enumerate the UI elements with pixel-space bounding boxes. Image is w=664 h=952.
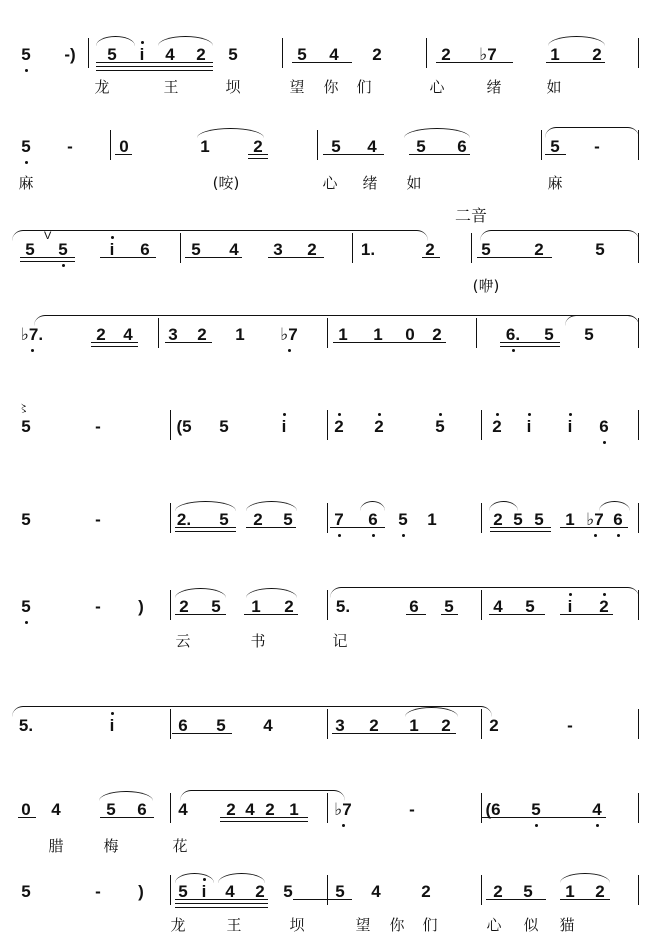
octave-dot-below	[31, 349, 34, 352]
note: 7	[334, 510, 344, 529]
duration-underline	[248, 154, 268, 155]
note: 2	[253, 510, 263, 529]
duration-underline	[333, 342, 446, 343]
bar-line	[170, 410, 171, 440]
duration-underline	[482, 817, 606, 818]
lyric: 如	[406, 174, 422, 192]
note: 5	[513, 510, 523, 529]
duration-underline	[172, 733, 232, 734]
duration-underline	[490, 531, 551, 532]
note: 5	[107, 45, 117, 64]
octave-dot-below	[617, 534, 620, 537]
duration-underline	[293, 899, 352, 900]
note: 3	[335, 716, 345, 735]
slur	[599, 501, 630, 511]
note: -	[95, 417, 101, 436]
note: 2	[253, 137, 263, 156]
octave-dot-above	[569, 413, 572, 416]
note: -	[567, 716, 573, 735]
note: 5	[481, 240, 491, 259]
bar-line	[481, 793, 482, 823]
slur	[404, 128, 470, 138]
octave-dot-below	[372, 534, 375, 537]
octave-dot-above	[439, 413, 442, 416]
lyric: 猫	[559, 916, 575, 934]
note: -)	[64, 45, 76, 64]
note: ♭7	[479, 45, 497, 64]
lyric: 望	[355, 916, 371, 934]
duration-underline	[292, 62, 352, 63]
duration-underline	[220, 817, 308, 818]
note: i	[567, 417, 573, 436]
note: 6	[409, 597, 419, 616]
duration-underline	[409, 154, 470, 155]
note: 5	[106, 800, 116, 819]
note: 5	[331, 137, 341, 156]
note: 4	[245, 800, 255, 819]
note: 1	[565, 882, 575, 901]
note: 2	[599, 597, 609, 616]
duration-underline	[490, 527, 551, 528]
duration-underline	[560, 614, 613, 615]
duration-underline	[91, 342, 138, 343]
duration-underline	[500, 346, 560, 347]
octave-dot-below	[25, 161, 28, 164]
note: -	[67, 137, 73, 156]
note: 5	[335, 882, 345, 901]
duration-underline	[330, 527, 385, 528]
duration-underline	[436, 62, 513, 63]
note: 5	[58, 240, 68, 259]
note: 2	[284, 597, 294, 616]
duration-underline	[545, 154, 566, 155]
slur	[99, 791, 153, 801]
note: 4	[51, 800, 61, 819]
note: 6	[613, 510, 623, 529]
lyric: 心	[322, 174, 338, 192]
note: 4	[263, 716, 273, 735]
lyric: (咹)	[212, 174, 240, 192]
note: 2	[96, 325, 106, 344]
note: 1	[409, 716, 419, 735]
note: 2	[372, 45, 382, 64]
note: 4	[371, 882, 381, 901]
note: 2	[265, 800, 275, 819]
note: 1	[289, 800, 299, 819]
note: 6	[599, 417, 609, 436]
duration-underline	[560, 527, 628, 528]
lyric: 绪	[362, 174, 378, 192]
note: 4	[225, 882, 235, 901]
note: 5	[21, 45, 31, 64]
octave-dot-below	[594, 534, 597, 537]
phrase-slur	[330, 587, 639, 598]
octave-dot-below	[512, 349, 515, 352]
note: 5	[21, 137, 31, 156]
bar-line	[317, 130, 318, 160]
lyric: 书	[250, 632, 266, 650]
note: 5	[416, 137, 426, 156]
phrase-slur	[34, 315, 639, 326]
slur	[548, 36, 605, 46]
octave-dot-below	[342, 824, 345, 827]
lyric: 王	[226, 916, 242, 934]
note: 2	[595, 882, 605, 901]
note: -	[594, 137, 600, 156]
note: 3	[168, 325, 178, 344]
duration-underline	[18, 817, 36, 818]
note: 0	[405, 325, 415, 344]
duration-underline	[332, 733, 456, 734]
note: ♭7	[586, 510, 604, 529]
duration-underline	[500, 342, 560, 343]
bar-line	[638, 410, 639, 440]
note: ♭7	[280, 325, 298, 344]
note: 5	[228, 45, 238, 64]
note: 2	[432, 325, 442, 344]
note: 2	[197, 325, 207, 344]
octave-dot-below	[288, 349, 291, 352]
octave-dot-below	[603, 441, 606, 444]
lyric: 望	[289, 78, 305, 96]
bar-line	[638, 503, 639, 533]
note: 5	[21, 597, 31, 616]
note: 1	[427, 510, 437, 529]
duration-underline	[422, 257, 440, 258]
phrase-slur	[12, 706, 492, 717]
note: i	[109, 240, 115, 259]
duration-underline	[20, 257, 75, 258]
note: (5	[176, 417, 192, 436]
note: 6	[457, 137, 467, 156]
bar-line	[110, 130, 111, 160]
octave-dot-above	[338, 413, 341, 416]
note: 4	[123, 325, 133, 344]
duration-underline	[406, 614, 426, 615]
bar-line	[638, 709, 639, 739]
lyric: 如	[546, 78, 562, 96]
bar-line	[327, 590, 328, 620]
note: 1	[235, 325, 245, 344]
slur	[246, 588, 297, 598]
note: 6	[368, 510, 378, 529]
octave-dot-below	[402, 534, 405, 537]
lyric: 龙	[94, 78, 110, 96]
slur	[197, 128, 264, 138]
note: 5	[444, 597, 454, 616]
note: 1.	[360, 240, 376, 259]
octave-dot-above	[378, 413, 381, 416]
duration-underline	[546, 62, 605, 63]
note: 4	[367, 137, 377, 156]
lyric: 坝	[225, 78, 241, 96]
bar-line	[638, 793, 639, 823]
slur	[158, 36, 213, 46]
note: ♭7.	[20, 325, 44, 344]
octave-dot-above	[603, 593, 606, 596]
duration-underline	[486, 899, 546, 900]
octave-dot-above	[141, 41, 144, 44]
phrase-slur	[12, 230, 428, 241]
duration-underline	[248, 158, 268, 159]
duration-underline	[115, 154, 132, 155]
note: 5	[219, 417, 229, 436]
octave-dot-above	[569, 593, 572, 596]
lyric: 们	[356, 78, 372, 96]
duration-underline	[91, 346, 138, 347]
duration-underline	[175, 903, 268, 904]
slur	[360, 501, 385, 511]
octave-dot-above	[496, 413, 499, 416]
bar-line	[282, 38, 283, 68]
duration-underline	[477, 257, 552, 258]
note: 4	[229, 240, 239, 259]
note: 5	[398, 510, 408, 529]
phrase-slur	[480, 230, 639, 241]
slur	[560, 873, 610, 883]
note: 4	[329, 45, 339, 64]
bar-line	[88, 38, 89, 68]
lyric: 心	[429, 78, 445, 96]
note: 2	[493, 882, 503, 901]
bar-line	[327, 875, 328, 905]
note: i	[526, 417, 532, 436]
bar-line	[481, 875, 482, 905]
note: 5	[216, 716, 226, 735]
duration-underline	[489, 614, 545, 615]
slur	[489, 501, 518, 511]
note: 4	[592, 800, 602, 819]
note: 5	[531, 800, 541, 819]
note: 5	[21, 510, 31, 529]
note: 5	[297, 45, 307, 64]
note: 6.	[505, 325, 521, 344]
bar-line	[481, 503, 482, 533]
octave-dot-below	[535, 824, 538, 827]
note: 1	[338, 325, 348, 344]
octave-dot-below	[62, 264, 65, 267]
note: i	[139, 45, 145, 64]
note: 2	[179, 597, 189, 616]
duration-underline	[268, 257, 324, 258]
duration-underline	[220, 821, 308, 822]
phrase-slur	[545, 127, 639, 138]
phrase-slur	[565, 315, 639, 326]
slur	[246, 501, 297, 511]
note: 5	[211, 597, 221, 616]
note: 2	[369, 716, 379, 735]
bar-line	[170, 503, 171, 533]
note: ♭7	[334, 800, 352, 819]
duration-underline	[175, 614, 226, 615]
note: -	[95, 510, 101, 529]
note: 2	[334, 417, 344, 436]
note: 2	[226, 800, 236, 819]
bar-line	[471, 233, 472, 263]
octave-dot-above	[111, 712, 114, 715]
mordent-icon: 〻	[18, 403, 29, 415]
slur	[175, 588, 226, 598]
note: i	[567, 597, 573, 616]
bar-line	[638, 875, 639, 905]
lyric: 麻	[18, 174, 34, 192]
note: 1	[373, 325, 383, 344]
note: 1	[565, 510, 575, 529]
octave-dot-above	[528, 413, 531, 416]
note: i	[201, 882, 207, 901]
octave-dot-above	[203, 878, 206, 881]
lyric: 心	[486, 916, 502, 934]
note: i	[109, 716, 115, 735]
duration-underline	[175, 531, 236, 532]
note: 5	[283, 510, 293, 529]
note: 2.	[176, 510, 192, 529]
note: 2	[441, 716, 451, 735]
duration-underline	[560, 899, 610, 900]
note: 2	[307, 240, 317, 259]
duration-underline	[100, 257, 156, 258]
lyric: 似	[523, 916, 539, 934]
note: i	[281, 417, 287, 436]
note: 5	[283, 882, 293, 901]
bar-line	[638, 38, 639, 68]
phrase-slur	[180, 790, 345, 801]
octave-dot-below	[596, 824, 599, 827]
note: 2	[492, 417, 502, 436]
duration-underline	[96, 62, 213, 63]
duration-underline	[244, 614, 298, 615]
duration-underline	[175, 907, 268, 908]
duration-underline	[96, 70, 213, 71]
note: 5	[435, 417, 445, 436]
note: 2	[534, 240, 544, 259]
slur	[175, 501, 236, 511]
section-header: 二音	[455, 206, 488, 225]
bar-line	[426, 38, 427, 68]
note: 5	[534, 510, 544, 529]
duration-underline	[175, 527, 236, 528]
note: 2	[592, 45, 602, 64]
duration-underline	[185, 257, 242, 258]
note: 2	[425, 240, 435, 259]
note: -	[95, 882, 101, 901]
note: 5.	[335, 597, 351, 616]
duration-underline	[175, 899, 268, 900]
lyric: 们	[422, 916, 438, 934]
note: 6	[178, 716, 188, 735]
lyric: 梅	[103, 837, 119, 855]
note: 2	[489, 716, 499, 735]
bar-line	[327, 503, 328, 533]
duration-underline	[441, 614, 458, 615]
note: 2	[441, 45, 451, 64]
note: 0	[119, 137, 129, 156]
duration-underline	[20, 261, 75, 262]
lyric: 王	[163, 78, 179, 96]
slur	[218, 873, 265, 883]
note: 5	[25, 240, 35, 259]
note: 4	[493, 597, 503, 616]
lyric: 绪	[486, 78, 502, 96]
note: 4	[178, 800, 188, 819]
lyric: 坝	[289, 916, 305, 934]
octave-dot-below	[338, 534, 341, 537]
duration-underline	[100, 817, 154, 818]
note: 5	[525, 597, 535, 616]
note: 3	[273, 240, 283, 259]
lyric: 麻	[547, 174, 563, 192]
note: (6	[485, 800, 501, 819]
slur	[96, 36, 135, 46]
note: 6	[140, 240, 150, 259]
bar-line	[541, 130, 542, 160]
bar-line	[170, 875, 171, 905]
lyric: 云	[175, 632, 191, 650]
note: 2	[421, 882, 431, 901]
note: 2	[255, 882, 265, 901]
note: 5	[219, 510, 229, 529]
note: )	[138, 882, 144, 901]
note: 5	[550, 137, 560, 156]
lyric: 腊	[48, 837, 64, 855]
note: 1	[200, 137, 210, 156]
note: 5	[21, 417, 31, 436]
note: 4	[165, 45, 175, 64]
lyric: (咿)	[472, 277, 500, 295]
lyric: 花	[172, 837, 188, 855]
note: 2	[493, 510, 503, 529]
note: 2	[196, 45, 206, 64]
note: 5	[584, 325, 594, 344]
note: 5	[21, 882, 31, 901]
note: 1	[251, 597, 261, 616]
note: 5	[523, 882, 533, 901]
note: -	[95, 597, 101, 616]
lyric: 你	[323, 78, 339, 96]
note: 5	[178, 882, 188, 901]
slur	[175, 873, 214, 883]
duration-underline	[323, 154, 384, 155]
note: 0	[21, 800, 31, 819]
note: 1	[550, 45, 560, 64]
lyric: 你	[389, 916, 405, 934]
breath-mark-icon: V	[44, 230, 52, 242]
lyric: 记	[332, 632, 348, 650]
bar-line	[170, 590, 171, 620]
note: -	[409, 800, 415, 819]
note: 5.	[18, 716, 34, 735]
lyric: 龙	[170, 916, 186, 934]
bar-line	[481, 410, 482, 440]
octave-dot-above	[283, 413, 286, 416]
note: )	[138, 597, 144, 616]
bar-line	[327, 410, 328, 440]
bar-line	[170, 793, 171, 823]
note: 2	[374, 417, 384, 436]
duration-underline	[246, 527, 296, 528]
note: 5	[595, 240, 605, 259]
octave-dot-below	[25, 621, 28, 624]
duration-underline	[165, 342, 212, 343]
duration-underline	[96, 66, 213, 67]
octave-dot-above	[111, 236, 114, 239]
note: 6	[137, 800, 147, 819]
note: 5	[191, 240, 201, 259]
note: 5	[544, 325, 554, 344]
octave-dot-below	[25, 69, 28, 72]
